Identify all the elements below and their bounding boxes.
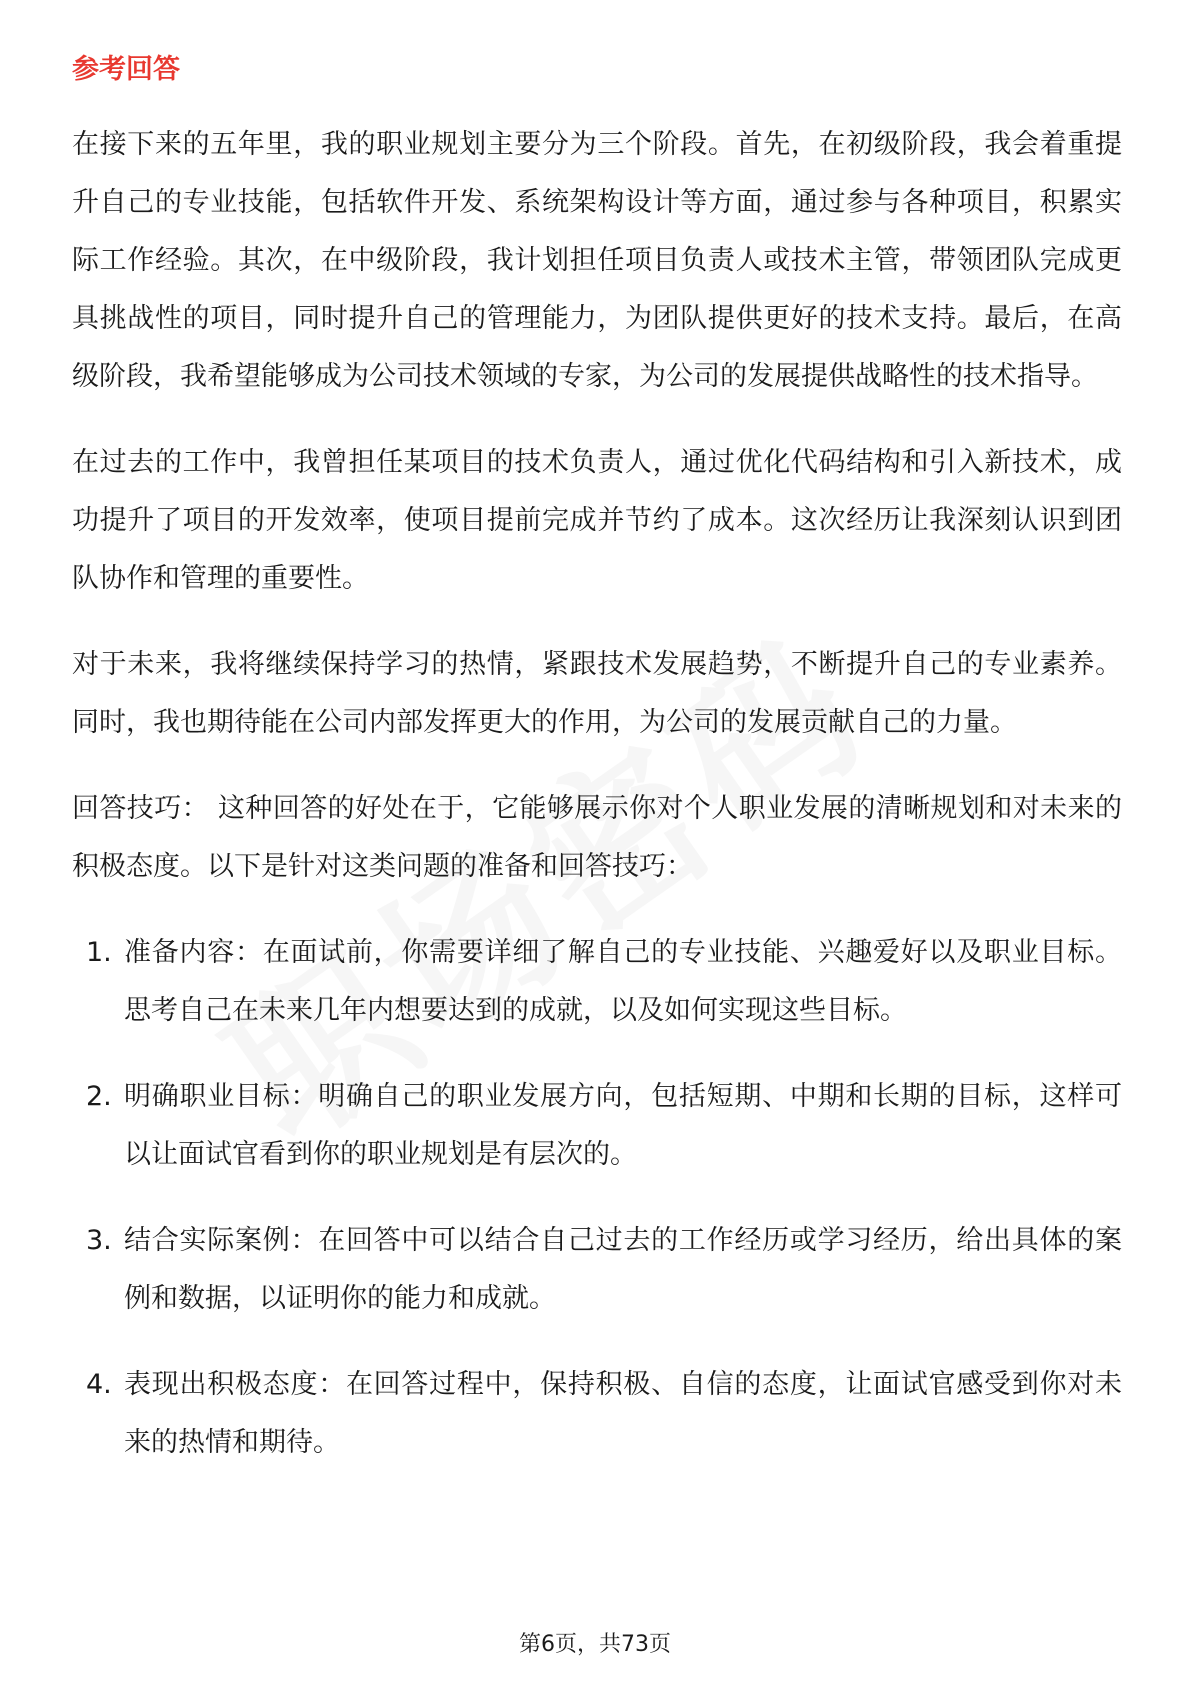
tip-text: 准备内容：在面试前，你需要详细了解自己的专业技能、兴趣爱好以及职业目标。思考自己在未来几年内想要达到的成就，以及如何实现这些目标。 <box>124 937 1122 1026</box>
page-footer: 第6页，共73页 <box>519 1632 671 1657</box>
answer-paragraph-1: 在接下来的五年里，我的职业规划主要分为三个阶段。首先，在初级阶段，我会着重提升自己的专业技能，包括软件开发、系统架构设计等方面，通过参与各种项目，积累实际工作经验。其次，在中级阶段，我计划担任项目负责人或技术主管，带领团队完成更具挑战性的项目，同时提升自己的管理能力，为团队提供更好的技术支持。最后，在高级阶段，我希望能够成为公司技术领域的专家，为公司的发展提供战略性的技术指导。 <box>72 129 1122 392</box>
tip-number: 2. <box>86 1081 112 1112</box>
answer-paragraph-3: 对于未来，我将继续保持学习的热情，紧跟技术发展趋势，不断提升自己的专业素养。同时，我也期待能在公司内部发挥更大的作用，为公司的发展贡献自己的力量。 <box>72 649 1122 738</box>
tip-text: 结合实际案例：在回答中可以结合自己过去的工作经历或学习经历，给出具体的案例和数据，以证明你的能力和成就。 <box>124 1225 1122 1314</box>
tip-text: 表现出积极态度：在回答过程中，保持积极、自信的态度，让面试官感受到你对未来的热情和期待。 <box>124 1369 1122 1458</box>
tip-item-1 <box>72 924 1122 1040</box>
tip-item-3 <box>72 1212 1122 1328</box>
tip-item-4 <box>72 1356 1122 1472</box>
tips-list <box>72 924 1122 1472</box>
tip-number: 4. <box>86 1369 112 1400</box>
tip-item-2 <box>72 1068 1122 1184</box>
answer-tips-intro: 回答技巧： 这种回答的好处在于，它能够展示你对个人职业发展的清晰规划和对未来的积极态度。以下是针对这类问题的准备和回答技巧： <box>72 793 1122 882</box>
tip-number: 3. <box>86 1225 112 1256</box>
tip-text: 明确职业目标：明确自己的职业发展方向，包括短期、中期和长期的目标，这样可以让面试官看到你的职业规划是有层次的。 <box>124 1081 1122 1170</box>
answer-paragraph-2: 在过去的工作中，我曾担任某项目的技术负责人，通过优化代码结构和引入新技术，成功提升了项目的开发效率，使项目提前完成并节约了成本。这次经历让我深刻认识到团队协作和管理的重要性。 <box>72 447 1122 594</box>
tip-number: 1. <box>86 937 112 968</box>
section-heading: 参考回答 <box>72 54 180 85</box>
page-content <box>72 50 1122 1500</box>
